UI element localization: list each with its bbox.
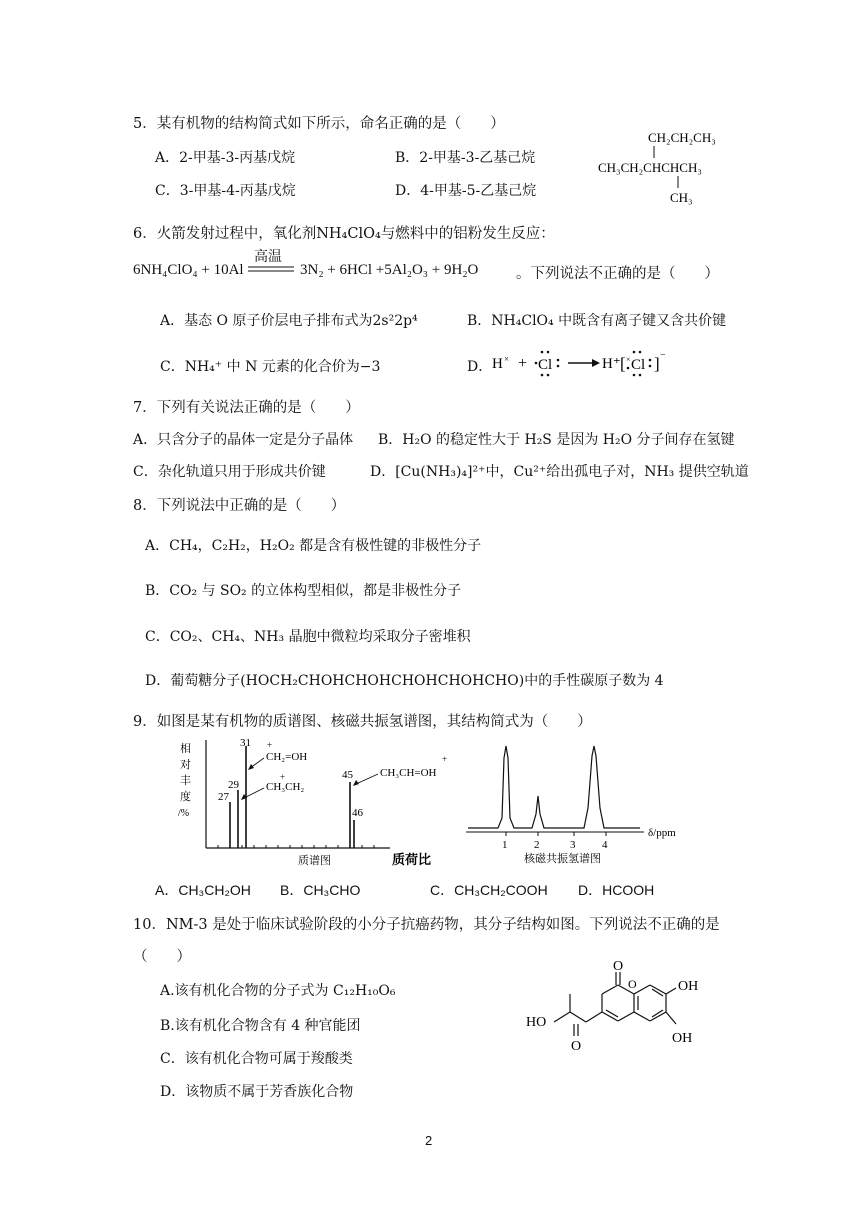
ms-ylabel-4: 度 [180, 791, 191, 803]
nmr-spectrum-trace [468, 746, 640, 828]
q10-struct-o-lactone: O [613, 959, 624, 974]
q10-option-a: A.该有机化合物的分子式为 C₁₂H₁₀O₆ [160, 983, 396, 999]
q9-nmr-chart [458, 738, 696, 870]
q6-d-cl: Cl [538, 357, 553, 373]
q7-option-c: C．杂化轨道只用于形成共价键 [133, 464, 326, 480]
q10-option-b: B.该有机化合物含有 4 种官能团 [160, 1018, 361, 1034]
nmr-tick-3: 3 [570, 839, 576, 851]
q5-option-d: D．4-甲基-5-乙基己烷 [395, 183, 537, 199]
ms-label-29: 29 [228, 779, 239, 791]
ms-label-46: 46 [352, 807, 363, 819]
nmr-tick-2: 2 [534, 839, 540, 851]
q9-option-d: D．HCOOH [578, 882, 655, 898]
q10-option-c: C．该有机化合物可属于羧酸类 [160, 1051, 353, 1067]
q9-option-a: A．CH₃CH₂OH [155, 882, 251, 898]
q9-stem: 9．如图是某有机物的质谱图、核磁共振氢谱图，其结构简式为（ ） [133, 714, 592, 730]
svg-text:×: × [504, 354, 510, 364]
q7-option-b: B．H₂O 的稳定性大于 H₂S 是因为 H₂O 分子间存在氢键 [378, 432, 735, 448]
q5-option-b: B．2-甲基-3-乙基己烷 [395, 150, 536, 166]
q8-option-c: C．CO₂、CH₄、NH₃ 晶胞中微粒均采取分子密堆积 [145, 629, 471, 645]
q6-option-d-label: D． [467, 359, 493, 375]
nmr-xunit: δ/ppm [648, 827, 676, 839]
q6-option-c: C．NH₄⁺ 中 N 元素的化合价为−3 [160, 359, 381, 375]
q6-d-plus: + [518, 355, 528, 372]
q5-option-c: C．3-甲基-4-丙基戊烷 [155, 183, 296, 199]
svg-text:−: − [660, 350, 666, 361]
q5-option-a: A．2-甲基-3-丙基戊烷 [155, 150, 296, 166]
q5-structure-bottom: CH₃ [670, 190, 693, 205]
q8-stem: 8．下列说法中正确的是（ ） [133, 498, 346, 514]
ms-ylabel-3: 丰 [180, 775, 191, 787]
q5-stem: 5．某有机物的结构简式如下所示，命名正确的是（ ） [133, 116, 505, 132]
q10-struct-oh-bottom: OH [672, 1031, 693, 1046]
ms-label-31: 31 [240, 737, 251, 749]
ms-label-45: 45 [342, 769, 353, 781]
q7-option-a: A．只含分子的晶体一定是分子晶体 [133, 432, 354, 448]
q10-nm3-structure [522, 958, 722, 1070]
nmr-tick-4: 4 [602, 839, 608, 851]
q10-stem: 10．NM-3 是处于临床试验阶段的小分子抗癌药物，其分子结构如图。下列说法不正确的是 [133, 917, 720, 933]
q9-option-c: C．CH₃CH₂COOH [430, 882, 548, 898]
q6-condition: 高温 [254, 249, 282, 265]
ms-ylabel-2: 对 [180, 759, 191, 771]
svg-text:+: + [280, 772, 286, 782]
svg-text:Cl: Cl [631, 357, 646, 373]
q6-equation-tail: 。下列说法不正确的是（ ） [516, 266, 719, 282]
q5-structure-main: CH₃CH₂CHCHCH₃ [598, 160, 702, 175]
q6-option-b: B．NH₄ClO₄ 中既含有离子键又含共价键 [467, 313, 727, 329]
q8-option-a: A．CH₄，C₂H₂，H₂O₂ 都是含有极性键的非极性分子 [145, 538, 482, 554]
ms-fragment-29: CH₃CH₂ [266, 781, 305, 793]
q9-option-b: B．CH₃CHO [280, 882, 361, 898]
q5-structure-top: CH₂CH₂CH₃ [648, 130, 716, 145]
svg-text:×: × [626, 355, 631, 364]
q6-equation-left: 6NH₄ClO₄ + 10Al [133, 262, 244, 278]
ms-label-27: 27 [218, 791, 229, 803]
q10-struct-ring-o: O [628, 977, 637, 991]
q9-mass-spectrum-chart [170, 736, 460, 868]
svg-text:[: [ [620, 354, 626, 373]
nmr-caption: 核磁共振氢谱图 [524, 853, 601, 865]
q8-option-b: B．CO₂ 与 SO₂ 的立体构型相似，都是非极性分子 [145, 583, 462, 599]
ms-fragment-45: CH₃CH=OH [380, 767, 437, 779]
q7-stem: 7．下列有关说法正确的是（ ） [133, 400, 360, 416]
q6-equation-right: 3N₂ + 6HCl +5Al₂O₃ + 9H₂O [300, 262, 479, 278]
q6-option-d-electron-formula [488, 344, 678, 382]
q10-struct-ho: HO [526, 1015, 547, 1030]
q6-d-hplus: H⁺ [602, 356, 621, 372]
page-number: 2 [425, 1133, 433, 1148]
q8-option-d: D．葡萄糖分子(HOCH₂CHOHCHOHCHOHCHOHCHO)中的手性碳原子数为 4 [145, 673, 664, 689]
svg-text:]: ] [654, 354, 660, 373]
q10-struct-oh-top: OH [678, 979, 699, 994]
q7-option-d: D．[Cu(NH₃)₄]²⁺中，Cu²⁺给出孤电子对，NH₃ 提供空轨道 [370, 464, 749, 480]
ms-fragment-31: CH₂=OH [266, 751, 308, 763]
ms-caption: 质谱图 [298, 855, 331, 867]
q6-d-h: H [492, 356, 503, 372]
nmr-tick-1: 1 [502, 839, 508, 851]
q6-equals-sign [246, 265, 296, 273]
q6-option-a: A．基态 O 原子价层电子排布式为2s²2p⁴ [160, 313, 418, 329]
svg-text:+: + [442, 754, 448, 764]
q10-struct-o-carbonyl: O [571, 1039, 582, 1054]
q10-stem-blank: （ ） [133, 949, 191, 965]
q5-structure-diagram [590, 122, 740, 210]
ms-ylabel-1: 相 [180, 743, 191, 755]
ms-xlabel: 质荷比 [392, 852, 432, 867]
q6-stem: 6．火箭发射过程中，氧化剂NH₄ClO₄与燃料中的铝粉发生反应： [133, 226, 555, 242]
ms-f31-plus: + [267, 740, 273, 750]
q10-option-d: D．该物质不属于芳香族化合物 [160, 1084, 354, 1100]
ms-ylabel-5: /% [178, 808, 190, 819]
